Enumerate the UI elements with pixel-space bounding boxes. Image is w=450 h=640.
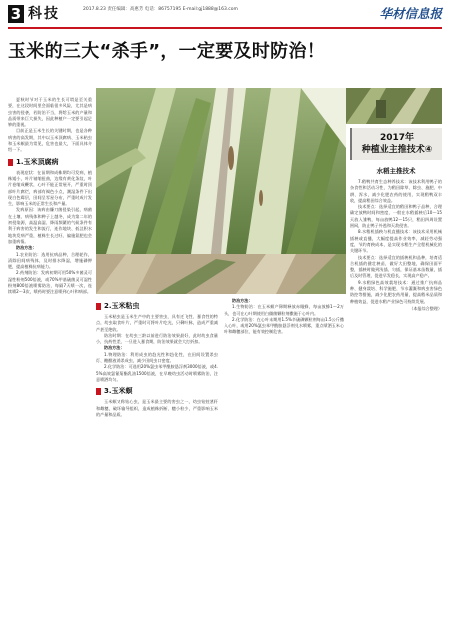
section-title: 2.玉米粘虫 xyxy=(104,302,140,310)
page-header xyxy=(0,0,450,28)
middle-column-right xyxy=(224,298,344,336)
section-title: 3.玉米螟 xyxy=(104,387,133,396)
series-title-year: 2017年 xyxy=(379,133,415,143)
corn-field-photo xyxy=(96,254,346,294)
section-title: 1.玉米顶腐病 xyxy=(16,157,59,166)
paragraph: 防治方法： xyxy=(16,245,37,251)
paragraph: 发病原因：该病由镰刀菌侵染引起，病菌在土壤、病残体和种子上越冬，成为第二年的初侵染源，高温高湿、降雨频繁的气候条件有利于病害的发生和流行，连作地块、低洼积水地块发病严重，植株生长过旺、偏施氮肥也会加重病情。 xyxy=(8,207,92,244)
byline: （本报综合整理） xyxy=(409,305,442,311)
corn-pest-photo xyxy=(346,88,442,124)
paragraph: 技术要点：选择适宜的插秧机和品种，培育适合机插的健壮秧苗，做好大田整地，确保田面平整，插秧时做到浅插、匀插，保证基本苗数量，插后及时管理，促进早发稳长，实现高产稳产。 xyxy=(350,254,442,279)
intro-paragraph: 夏秋时节对于玉米的生长可谓是至关重要，在这段时间里会面临很多风险，尤其是病虫害的侵袭，若防治不当，将给玉米的产量和品质带来巨大损失，因此种植户一定要引起足够的重视。 xyxy=(8,97,92,128)
middle-column-left xyxy=(96,298,218,418)
paragraph: 1.农业防治：选用抗病品种，合理轮作，清除田间病残体，及时排水降湿，增施磷钾肥，提高植株抗病能力。 xyxy=(8,251,92,270)
header-meta: 2017.8.23 责任编辑：高惠芳 电话：86757195 E-mail:gj1888@163.com xyxy=(83,7,238,12)
paragraph: 玉米粘虫是玉米生产中的主要害虫，具有迁飞性、暴食性的特点，幼虫取食叶片，严重时可将叶片吃光，只剩叶脉，造成严重减产甚至绝收。 xyxy=(96,314,218,332)
section-marker xyxy=(96,388,101,395)
right-column xyxy=(350,128,442,312)
section-marker xyxy=(8,159,13,166)
section-name: 科技 xyxy=(28,6,60,22)
paragraph: 玉米螟又称钻心虫，是玉米最主要的害虫之一，幼虫钻蛀茎秆和雌穗，破坏输导组织，造成植株折断、穗小粒少，严重影响玉米的产量和品质。 xyxy=(96,399,218,417)
series-title-box xyxy=(350,128,442,160)
paragraph: 1.生物防治：在玉米螟产卵期释放赤眼蜂，每亩放蜂1～2万头，也可在心叶期使用白僵菌颗粒剂撒施于心叶内。 xyxy=(224,304,344,316)
corn-leaf-photo xyxy=(96,88,346,254)
section-heading xyxy=(96,387,218,396)
header-rule xyxy=(8,27,442,29)
paragraph: 防治方法： xyxy=(232,298,253,303)
paragraph: 1.物理防治：利用成虫的趋光性和趋化性，在田间设置杀虫灯、糖醋液诱杀成虫，减少田间虫口密度。 xyxy=(96,351,218,364)
paragraph: 防治时期：在幼虫三龄以前进行防治效果最好，此时幼虫食量小，抗药性差，一旦进入暴食期，防治效果就会大打折扣。 xyxy=(96,332,218,345)
section-heading xyxy=(96,302,218,311)
masthead-logo: 华材信息报 xyxy=(379,6,442,21)
paragraph: 8.水稻机插秧与机直播技术：该技术采用机械插秧或直播，大幅度提高作业效率，减轻劳动强度，节约育秧成本，是实现水稻生产全程机械化的关键环节。 xyxy=(350,229,442,254)
headline: 玉米的三大“杀手”，一定要及时防治！ xyxy=(8,41,326,62)
paragraph: 表现症状：在苗期和成株期均可发病，植株矮小，叶片皱缩扭曲，边缘有黄化条纹，叶片卷缩成鞭状，心叶不能正常展开，严重时顶部叶片腐烂，病部有褐色小点，潮湿条件下出现白色霉层，田间呈零星分布，严重时成片发生，影响玉米的正常生长和产量。 xyxy=(8,169,92,207)
section-heading xyxy=(8,158,92,167)
page-number: 3 xyxy=(8,5,24,23)
intro-paragraph: 目前正是玉米生长的关键时期，也是各种病害的高发期，其中以玉米顶腐病、玉米粘虫和玉米螟最为常见，危害也最大，下面具体介绍一下。 xyxy=(8,128,92,153)
series-title: 种植业主推技术④ xyxy=(361,145,433,155)
section-marker xyxy=(96,303,101,310)
paragraph: 2.化学防治：在心叶末期用1.5%辛硫磷颗粒剂每亩1.5公斤撒入心叶，或用20%氯虫苯甲酰胺悬浮剂兑水喷雾，重点喷洒玉米心叶和雌穗部位，能有效控制危害。 xyxy=(224,316,344,335)
right-subtitle: 水稻主推技术 xyxy=(376,167,416,175)
paragraph: 7.稻鸭共育生态种养技术：该技术利用鸭子的杂食性和活动习性，为稻田除草、除虫、施肥、中耕、浑水，减少化肥农药的使用，实现稻鸭双丰收，提高稻田综合效益。 xyxy=(350,179,442,203)
paragraph: 2.药剂防治：发病初期可用50%多菌灵可湿性粉剂500倍液，或70%甲基硫菌灵可湿性粉剂800倍液喷雾防治，每隔7天喷一次，连续喷2～3次，喷药时要注意喷到心叶和病部。 xyxy=(8,270,92,295)
paragraph: 防治方法： xyxy=(104,345,125,351)
left-column xyxy=(8,97,92,296)
paragraph: 9.水稻绿色高效栽培技术：通过推广抗病品种、健身栽培、科学施肥、节水灌溉和病虫害绿色防控等措施，减少化肥农药用量，提高稻米品质和种植效益，促进水稻产业绿色可持续发展。 xyxy=(350,279,442,304)
paragraph: 2.化学防治：可选用20%氯虫苯甲酰胺悬浮剂3000倍液，或4.5%高效氯氰菊酯乳油1500倍液，在早晚幼虫活动时喷雾防治，注意喷洒均匀。 xyxy=(96,364,218,382)
paragraph: 技术要点：选择适宜的稻田和鸭子品种，合理确定放鸭时间和密度，一般在水稻插秧后10～15天放入雏鸭，每亩放鸭12～15只，稻田四周设置围网，防止鸭子外逃和天敌侵害。 xyxy=(350,204,442,229)
